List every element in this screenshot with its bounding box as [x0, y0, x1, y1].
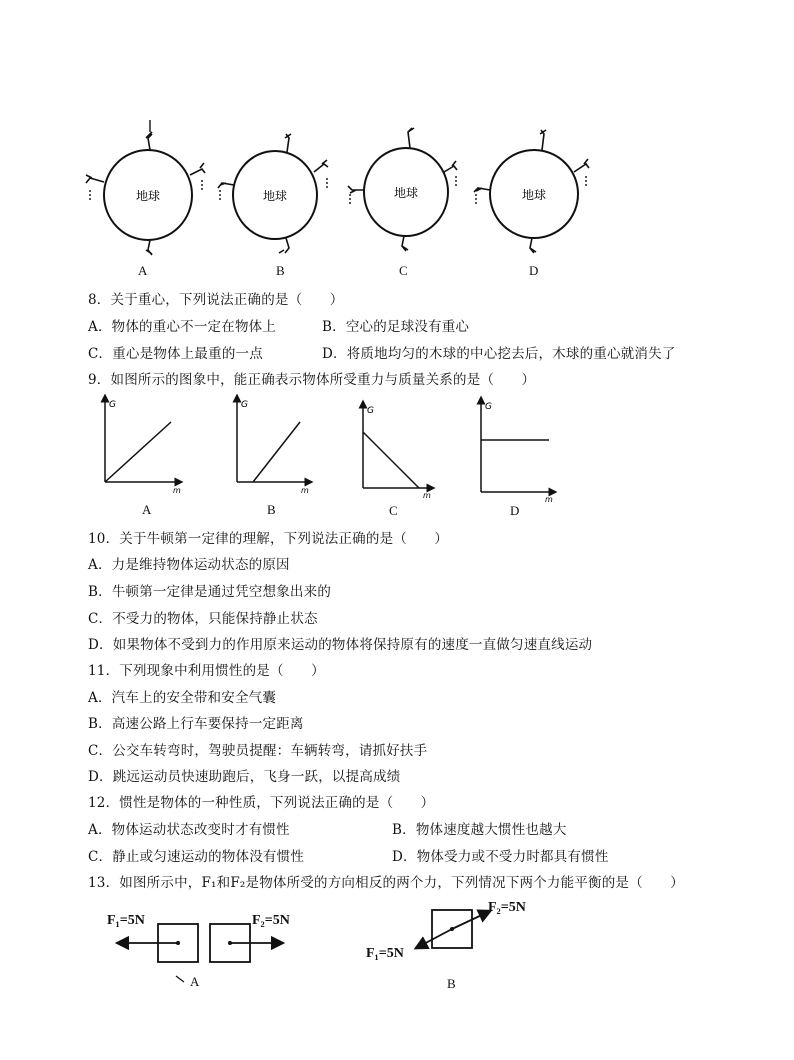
q10-option-c: C．不受力的物体，只能保持静止状态: [88, 611, 318, 627]
q11-option-c: C．公交车转弯时，驾驶员提醒：车辆转弯，请抓好扶手: [88, 743, 428, 759]
q10-option-b: B．牛顿第一定律是通过凭空想象出来的: [88, 584, 332, 600]
q11-stem: 11．下列现象中利用惯性的是（ ）: [88, 663, 325, 679]
earth-figure-b: [218, 134, 328, 253]
q8-option-d: D．将质地均匀的木球的中心挖去后，木球的重心就消失了: [322, 346, 676, 362]
q10-stem: 10．关于牛顿第一定律的理解，下列说法正确的是（ ）: [88, 531, 449, 547]
q9-graph-a-y-label: G: [109, 400, 116, 410]
q8-option-b: B．空心的足球没有重心: [322, 319, 470, 335]
q13-option-b: B: [447, 976, 456, 991]
q9-stem: 9．如图所示的图象中，能正确表示物体所受重力与质量关系的是（ ）: [88, 372, 536, 388]
q12-option-a: A．物体运动状态改变时才有惯性: [88, 822, 290, 838]
q13-b-f1-label: F₁=5N: [366, 946, 404, 961]
q8-stem: 8．关于重心，下列说法正确的是（ ）: [88, 292, 344, 308]
q9-option-b: B: [267, 502, 276, 517]
earth-figure-a: [86, 120, 205, 255]
q8-option-a: A．物体的重心不一定在物体上: [88, 319, 277, 335]
q10-option-a: A．力是维持物体运动状态的原因: [88, 557, 290, 573]
q9-graph-a: [105, 398, 181, 495]
q13-a-f2-label: F₂=5N: [252, 913, 290, 928]
q13-a-f1-label: F₁=5N: [107, 913, 145, 928]
q13-b-arrow-f1: [420, 929, 452, 946]
q9-graph-d-y-label: G: [485, 402, 492, 412]
q9-graphs: [95, 394, 565, 504]
q9-graph-a-x-label: m: [173, 486, 181, 495]
q9-graph-b-y-label: G: [241, 400, 248, 410]
q10-option-d: D．如果物体不受到力的作用原来运动的物体将保持原有的速度一直做匀速直线运动: [88, 637, 593, 653]
q9-graph-d: [481, 400, 553, 504]
q11-option-d: D．跳远运动员快速助跑后，飞身一跃，以提高成绩: [88, 769, 401, 785]
earth-figure-d: [474, 130, 589, 253]
earth-figure-c: [348, 128, 457, 251]
q9-graph-b-x-label: m: [301, 486, 309, 495]
q9-graph-c-x-label: m: [423, 491, 431, 500]
earth-figures: [80, 110, 600, 290]
q13-b-arrow-f2: [452, 913, 486, 929]
q9-graph-c: [363, 404, 431, 500]
earth-label-d: 地球: [521, 188, 547, 202]
q13-figure-b-svg: [360, 896, 560, 976]
earth-option-c: C: [399, 263, 408, 278]
earth-label-a: 地球: [135, 189, 161, 203]
q9-graph-b: [237, 398, 309, 495]
q12-stem: 12．惯性是物体的一种性质，下列说法正确的是（ ）: [88, 795, 435, 811]
q12-option-d: D．物体受力或不受力时都具有惯性: [392, 849, 609, 865]
q8-option-c: C．重心是物体上最重的一点: [88, 346, 263, 362]
q9-option-d: D: [510, 503, 520, 518]
earth-figures-svg: [80, 110, 600, 290]
q12-option-c: C．静止或匀速运动的物体没有惯性: [88, 849, 305, 865]
q12-option-b: B．物体速度越大惯性也越大: [392, 822, 567, 838]
q13-figure-b: [360, 896, 560, 976]
q13-b-f2-label: F₂=5N: [488, 900, 526, 915]
q9-option-c: C: [389, 503, 398, 518]
earth-label-c: 地球: [393, 186, 419, 200]
q9-graph-c-y-label: G: [367, 406, 374, 416]
q9-option-a: A: [142, 502, 152, 517]
earth-option-a: A: [138, 263, 148, 278]
q11-option-a: A．汽车上的安全带和安全气囊: [88, 690, 277, 706]
earth-label-b: 地球: [262, 189, 288, 203]
q9-graphs-svg: [95, 394, 565, 504]
earth-option-d: D: [529, 263, 539, 278]
q9-graph-d-x-label: m: [545, 495, 553, 504]
q13-stem: 13．如图所示中，F₁和F₂是物体所受的方向相反的两个力，下列情况下两个力能平衡的是（ ）: [88, 875, 684, 891]
earth-option-b: B: [276, 263, 285, 278]
q11-option-b: B．高速公路上行车要保持一定距离: [88, 716, 304, 732]
q13-option-a: A: [190, 974, 200, 989]
